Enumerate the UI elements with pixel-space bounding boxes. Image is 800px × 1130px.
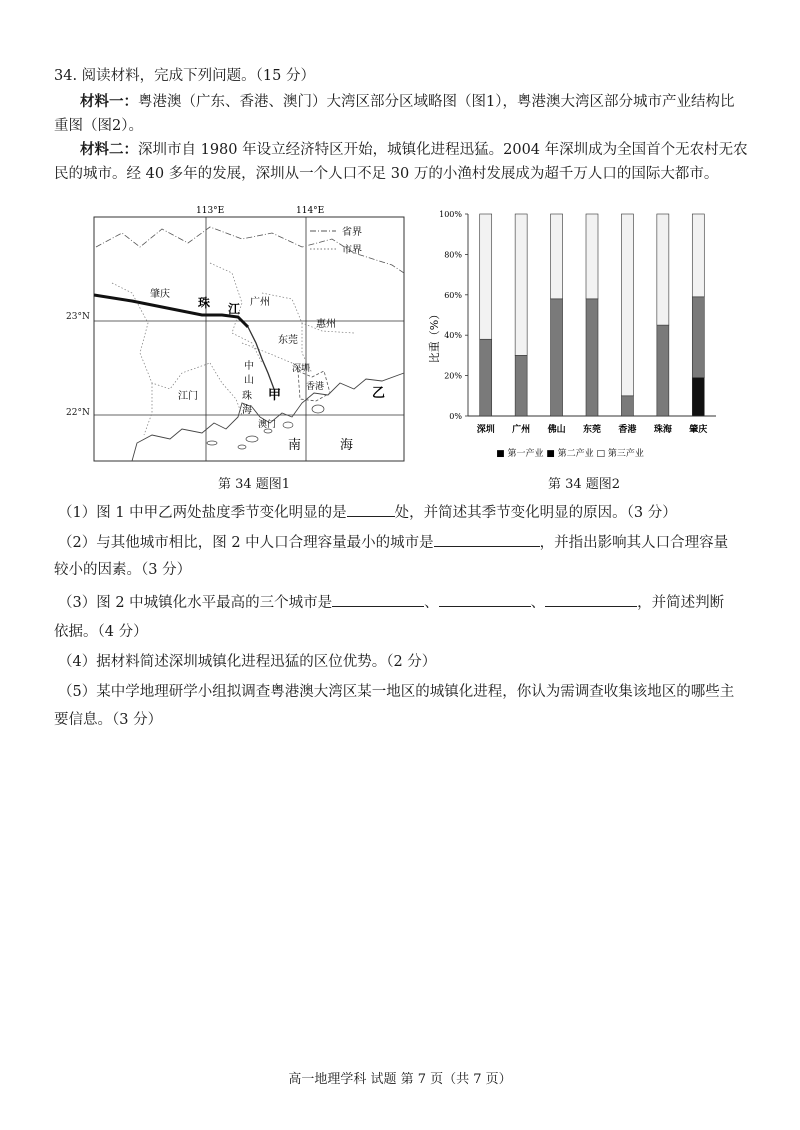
place-nan: 南 xyxy=(288,438,302,453)
place-huizhou: 惠州 xyxy=(316,319,336,330)
y-tick-label: 40% xyxy=(444,331,462,341)
bar-segment xyxy=(621,214,633,396)
bar-segment xyxy=(515,214,527,355)
place-jiangmen: 江门 xyxy=(178,391,198,402)
material-2-line-2: 民的城市。经 40 多年的发展，深圳从一个人口不足 30 万的小渔村发展成为超千万人口的国际大都市。 xyxy=(54,166,719,182)
x-tick-label: 佛山 xyxy=(547,425,566,435)
bay-area-map xyxy=(92,203,412,465)
place-hai-sea: 海 xyxy=(340,438,354,453)
place-shan: 山 xyxy=(244,375,254,386)
material-1-text: 粤港澳（广东、香港、澳门）大湾区部分区域略图（图1），粤港澳大湾区部分城市产业结构比 xyxy=(138,94,735,110)
y-axis-label: 比重（%） xyxy=(428,308,441,364)
bar-segment xyxy=(586,299,598,416)
question-title: 34. 阅读材料，完成下列问题。（15 分） xyxy=(54,68,315,84)
subquestion-5-cont: 要信息。（3 分） xyxy=(54,712,163,728)
answer-blank-2[interactable] xyxy=(434,532,540,547)
place-jia: 甲 xyxy=(268,388,282,403)
material-1-line-2: 重图（图2）。 xyxy=(54,118,143,134)
place-macau: 澳门 xyxy=(258,420,277,430)
place-yi: 乙 xyxy=(372,386,386,401)
x-tick-label: 香港 xyxy=(618,425,637,435)
chart-legend: ■ 第一产业 ■ 第二产业 □ 第三产业 xyxy=(496,449,644,459)
place-zhong: 中 xyxy=(244,361,254,372)
y-tick-label: 0% xyxy=(449,412,462,421)
page-footer: 高一地理学科 试题 第 7 页（共 7 页） xyxy=(288,1072,512,1087)
bar-segment xyxy=(692,297,704,378)
y-tick-label: 20% xyxy=(444,371,462,381)
x-tick-label: 广州 xyxy=(512,425,531,435)
bar-segment xyxy=(692,378,704,416)
x-tick-label: 深圳 xyxy=(476,425,495,435)
bar-segment xyxy=(621,396,633,416)
legend-city: 市界 xyxy=(342,245,362,256)
bar-segment xyxy=(692,214,704,297)
place-hongkong: 香港 xyxy=(306,382,325,392)
subquestion-1: （1）图 1 中甲乙两处盐度季节变化明显的是 处，并简述其季节变化明显的原因。（3 分） xyxy=(58,502,677,523)
lat-22: 22°N xyxy=(66,408,90,418)
y-tick-label: 80% xyxy=(444,250,462,260)
y-tick-label: 60% xyxy=(444,290,462,300)
bar-segment xyxy=(551,214,563,299)
material-2-line-1 xyxy=(80,140,748,160)
place-shenzhen: 深圳 xyxy=(292,364,311,374)
lat-23: 23°N xyxy=(66,312,90,322)
bar-segment xyxy=(657,325,669,416)
bar-segment xyxy=(480,339,492,416)
answer-blank-3a[interactable] xyxy=(332,592,424,607)
material-1-label: 材料一： xyxy=(80,93,138,110)
bar-segment xyxy=(515,355,527,416)
subquestion-3-cont: 依据。（4 分） xyxy=(54,624,148,640)
place-zhu: 珠 xyxy=(198,296,211,310)
x-tick-label: 珠海 xyxy=(653,425,672,435)
x-tick-label: 肇庆 xyxy=(689,425,708,435)
place-dongguan: 东莞 xyxy=(278,335,298,346)
legend-province: 省界 xyxy=(342,227,362,238)
answer-blank-1[interactable] xyxy=(347,502,395,517)
place-jiang: 江 xyxy=(228,302,241,316)
material-2-text: 深圳市自 1980 年设立经济特区开始，城镇化进程迅猛。2004 年深圳成为全国首个无农村无农 xyxy=(138,142,748,158)
lon-113: 113°E xyxy=(196,206,225,216)
subquestion-2-cont: 较小的因素。（3 分） xyxy=(54,562,192,578)
place-guangzhou: 广州 xyxy=(250,297,270,308)
bar-segment xyxy=(586,214,598,299)
map-caption: 第 34 题图1 xyxy=(218,477,291,492)
answer-blank-3b[interactable] xyxy=(439,592,531,607)
bar-segment xyxy=(551,299,563,416)
place-zhaoqing: 肇庆 xyxy=(150,289,170,300)
lon-114: 114°E xyxy=(296,206,325,216)
y-tick-label: 100% xyxy=(439,210,462,219)
material-1-line-1 xyxy=(80,92,734,112)
place-zhu2: 珠 xyxy=(242,391,252,402)
subquestion-2: （2）与其他城市相比，图 2 中人口合理容量最小的城市是 ，并指出影响其人口合理容量 xyxy=(58,532,728,553)
industry-structure-chart xyxy=(420,204,720,466)
subquestion-3: （3）图 2 中城镇化水平最高的三个城市是 、 、 ，并简述判断 xyxy=(58,592,724,613)
x-tick-label: 东莞 xyxy=(582,425,602,435)
bar-segment xyxy=(480,214,492,339)
bar-segment xyxy=(657,214,669,325)
subquestion-5: （5）某中学地理研学小组拟调查粤港澳大湾区某一地区的城镇化进程，你认为需调查收集该地区的哪些主 xyxy=(58,684,735,700)
subquestion-4: （4）据材料简述深圳城镇化进程迅猛的区位优势。（2 分） xyxy=(58,654,437,670)
material-2-label: 材料二： xyxy=(80,141,138,158)
chart-caption: 第 34 题图2 xyxy=(548,477,621,492)
answer-blank-3c[interactable] xyxy=(545,592,637,607)
place-hai: 海 xyxy=(242,405,252,416)
